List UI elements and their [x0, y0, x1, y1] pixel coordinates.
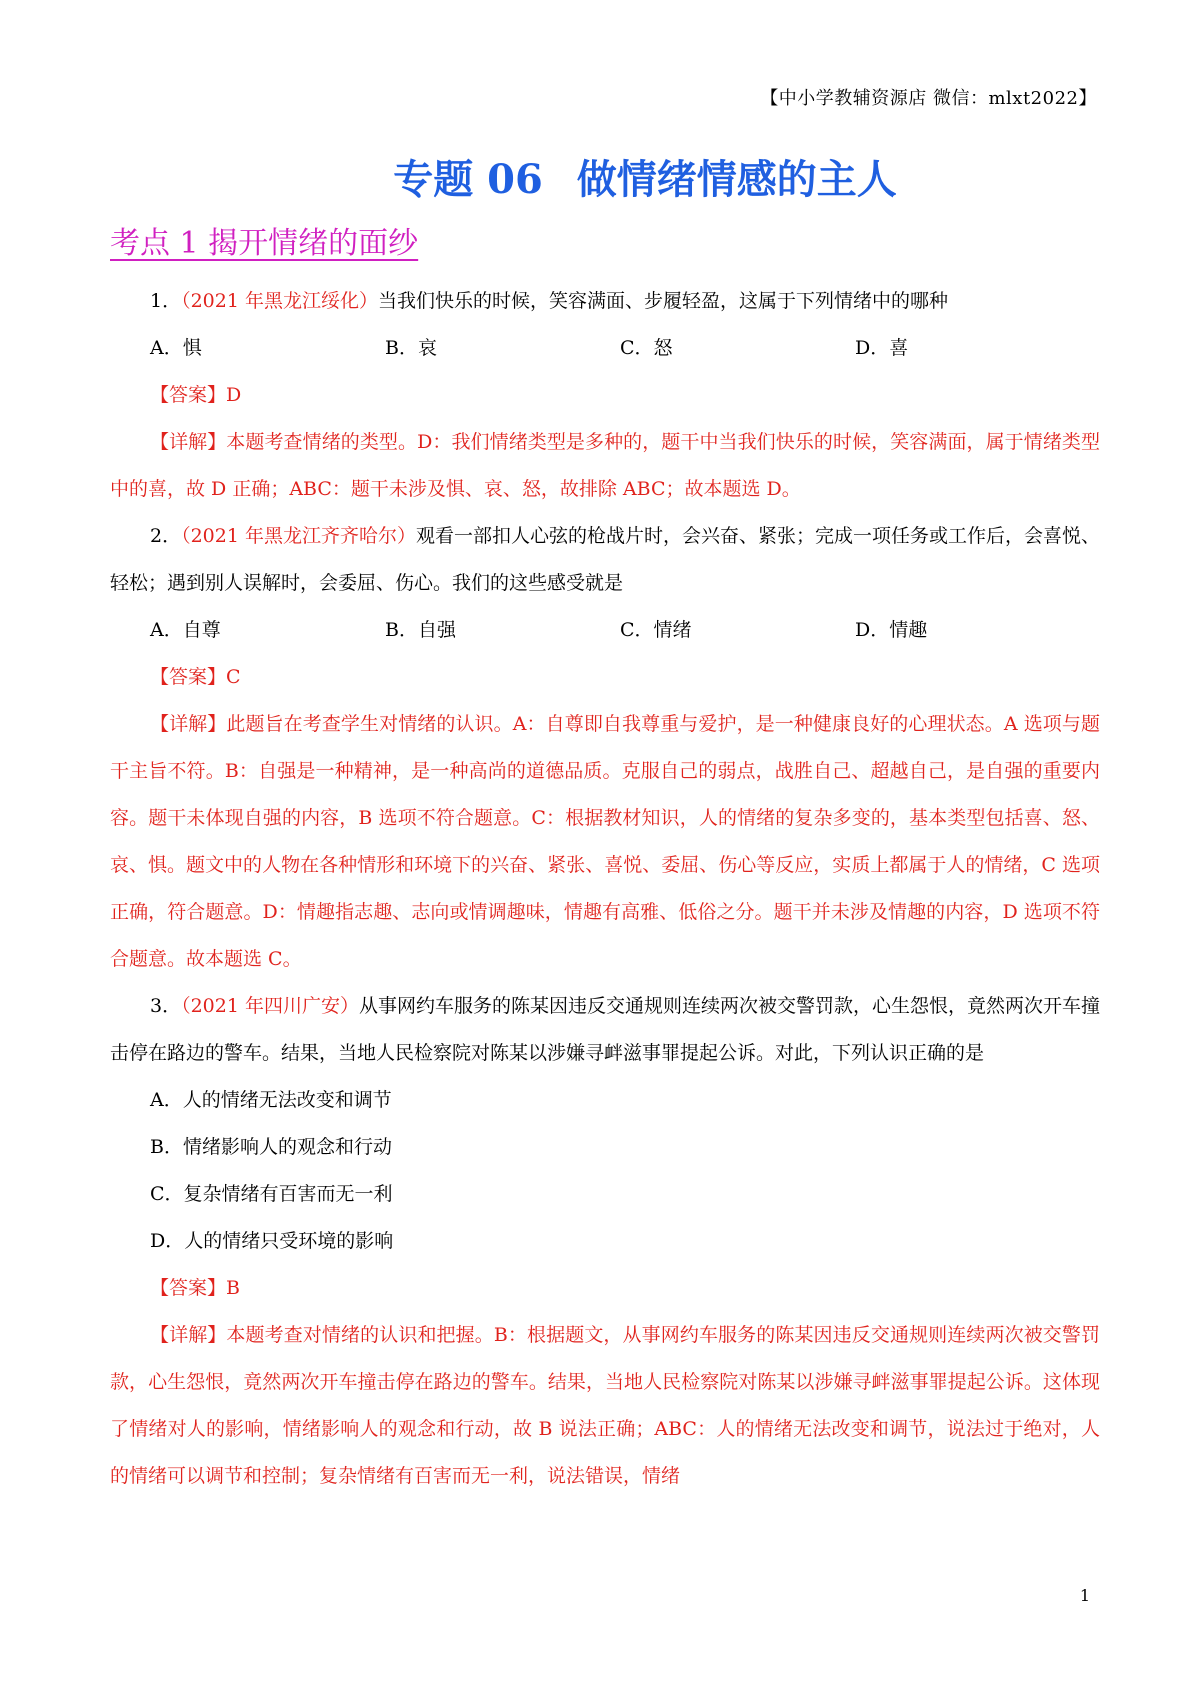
question-3-detail: 【详解】本题考查对情绪的认识和把握。B：根据题文，从事网约车服务的陈某因违反交通规则连续两次被交警罚款，心生怨恨，竟然两次开车撞击停在路边的警车。结果，当地人民检察院对陈某以涉嫌寻衅滋事罪提起公诉。这体现了情绪对人的影响，情绪影响人的观念和行动，故 B 说法正确；ABC：人的情绪无法改变和调节，说法过于绝对，人的情绪可以调节和控制；复杂情绪有百害而无一利，说法错误，情绪	[110, 1324, 1100, 1487]
page-number: 1	[1079, 1586, 1090, 1605]
option-b: B．哀	[385, 337, 437, 359]
question-2-answer	[110, 654, 1100, 701]
question-1-detail: 【详解】本题考查情绪的类型。D：我们情绪类型是多种的，题干中当我们快乐的时候，笑容满面，属于情绪类型中的喜，故 D 正确；ABC：题干未涉及惧、哀、怒，故排除 ABC；故本题选 D。	[110, 431, 1100, 500]
option-b: B．情绪影响人的观念和行动	[150, 1136, 392, 1158]
answer-label: 【答案】	[150, 1277, 227, 1299]
page-title	[0, 148, 1200, 205]
question-source: （2021 年四川广安）	[181, 995, 359, 1017]
answer-value: D	[226, 384, 242, 406]
title-part1: 专题 06	[393, 156, 543, 203]
question-2-stem	[110, 513, 1100, 607]
question-2-options	[110, 607, 1100, 654]
option-c: C．情绪	[620, 619, 692, 641]
option-d: D．喜	[855, 337, 909, 359]
answer-label: 【答案】	[150, 666, 227, 688]
option-c: C．怒	[620, 337, 673, 359]
question-text: 当我们快乐的时候，笑容满面、步履轻盈，这属于下列情绪中的哪种	[378, 290, 949, 312]
option-c: C．复杂情绪有百害而无一利	[150, 1183, 393, 1205]
question-1-answer	[110, 372, 1100, 419]
option-a: A．自尊	[150, 619, 221, 641]
question-2-detail: 【详解】此题旨在考查学生对情绪的认识。A：自尊即自我尊重与爱护，是一种健康良好的心理状态。A 选项与题干主旨不符。B：自强是一种精神，是一种高尚的道德品质。克服自己的弱点，战胜自己、超越自己，是自强的重要内容。题干未体现自强的内容，B 选项不符合题意。C：根据教材知识，人的情绪的复杂多变的，基本类型包括喜、怒、哀、惧。题文中的人物在各种情形和环境下的兴奋、紧张、喜悦、委屈、伤心等反应，实质上都属于人的情绪，C 选项正确，符合题意。D：情趣指志趣、志向或情调趣味，情趣有高雅、低俗之分。题干并未涉及情趣的内容，D 选项不符合题意。故本题选 C。	[110, 713, 1100, 970]
question-text: 从事网约车服务的陈某因违反交通规则连续两次被交警罚款，心生怨恨，竟然两次开车撞击停在路边的警车。结果，当地人民检察院对陈某以涉嫌寻衅滋事罪提起公诉。对此，下列认识正确的是	[110, 995, 1101, 1064]
option-d: D．人的情绪只受环境的影响	[150, 1230, 394, 1252]
question-text: 观看一部扣人心弦的枪战片时，会兴奋、紧张；完成一项任务或工作后，会喜悦、轻松；遇到别人误解时，会委屈、伤心。我们的这些感受就是	[110, 525, 1101, 594]
question-1-stem	[110, 278, 1100, 325]
answer-value: C	[226, 666, 241, 688]
question-1-options	[110, 325, 1100, 372]
content-body	[110, 278, 1100, 1500]
answer-label: 【答案】	[150, 384, 227, 406]
question-number: 1．	[150, 290, 182, 312]
answer-value: B	[226, 1277, 240, 1299]
question-source: （2021 年黑龙江绥化）	[181, 290, 378, 312]
question-3-answer	[110, 1265, 1100, 1312]
option-d: D．情趣	[855, 619, 928, 641]
section-heading: 考点 1 揭开情绪的面纱	[110, 226, 419, 261]
question-3-stem	[110, 983, 1100, 1077]
title-part2: 做情绪情感的主人	[576, 156, 897, 203]
option-a: A．惧	[150, 337, 202, 359]
question-source: （2021 年黑龙江齐齐哈尔）	[181, 525, 416, 547]
option-b: B．自强	[385, 619, 456, 641]
watermark-text: 【中小学教辅资源店 微信：mlxt2022】	[760, 88, 1097, 109]
question-number: 2．	[150, 525, 182, 547]
option-a: A．人的情绪无法改变和调节	[150, 1089, 392, 1111]
question-number: 3．	[150, 995, 182, 1017]
